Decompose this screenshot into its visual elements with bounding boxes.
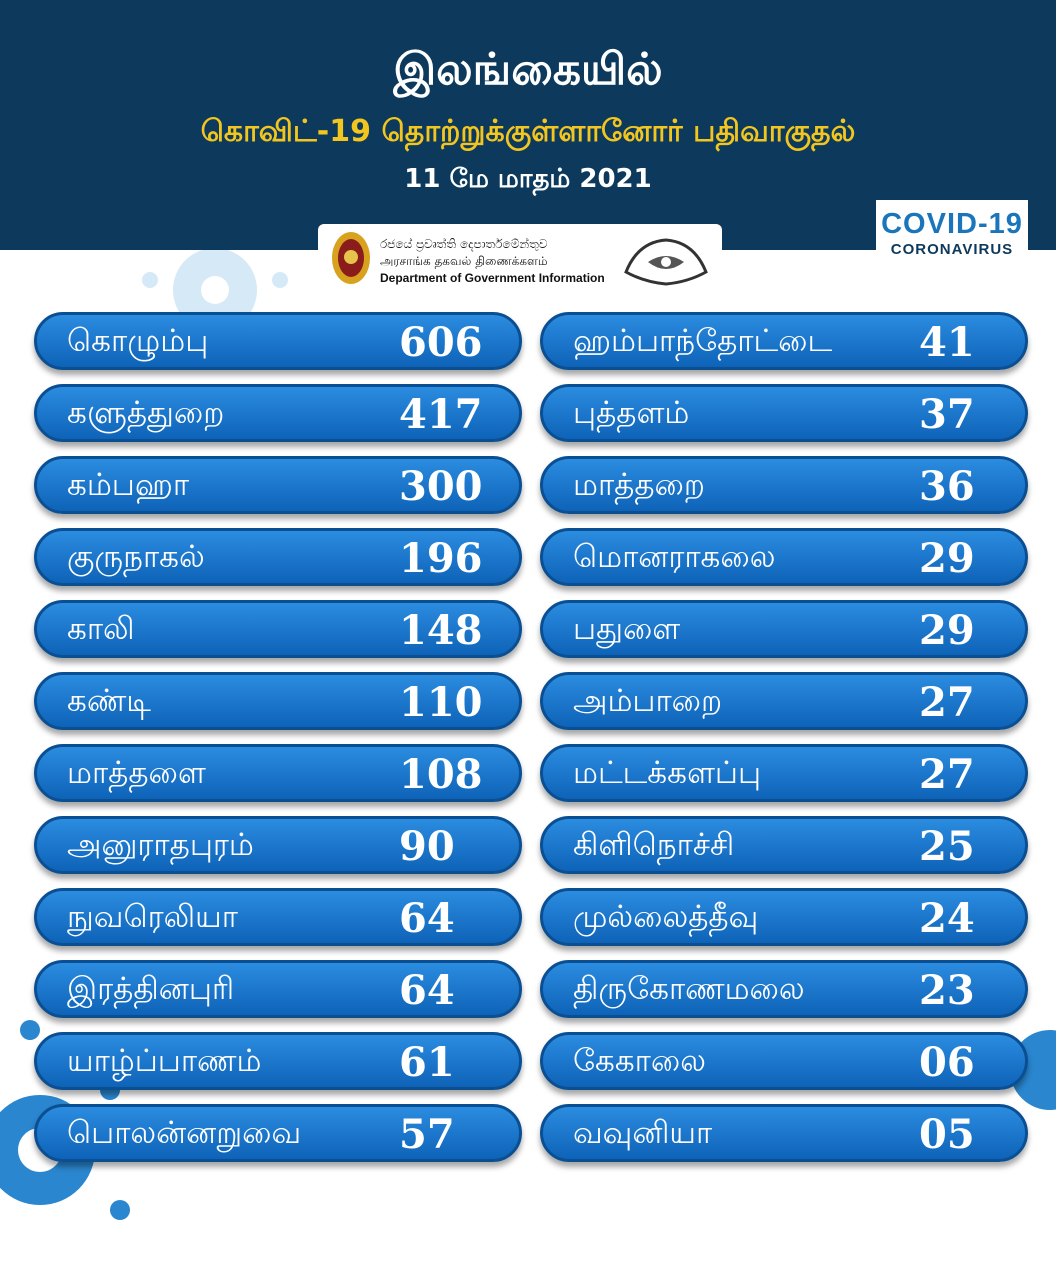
district-row [34, 888, 522, 946]
covid-badge [876, 200, 1028, 276]
district-row [34, 744, 522, 802]
department-name [380, 236, 605, 287]
district-name: கண்டி [67, 683, 151, 719]
case-count: 36 [919, 463, 975, 510]
district-name: பதுளை [573, 611, 681, 647]
district-row [540, 672, 1028, 730]
case-count: 24 [919, 895, 975, 942]
district-row [540, 1104, 1028, 1162]
district-name: கொழும்பு [67, 323, 209, 359]
district-row [34, 672, 522, 730]
case-count: 29 [919, 607, 975, 654]
district-name: மாத்தறை [573, 467, 705, 503]
district-row [34, 528, 522, 586]
case-count: 05 [919, 1111, 975, 1158]
temple-logo-icon [618, 232, 714, 288]
page-subtitle: கொவிட்-19 தொற்றுக்குள்ளானோர் பதிவாகுதல் [200, 114, 856, 149]
district-name: வவுனியா [573, 1115, 713, 1151]
case-count: 417 [399, 391, 483, 438]
district-name: மொனராகலை [573, 539, 776, 575]
page-title: இலங்கையில் [393, 44, 663, 95]
district-name: கேகாலை [573, 1043, 706, 1079]
district-row [34, 600, 522, 658]
district-row [540, 528, 1028, 586]
district-row [540, 384, 1028, 442]
district-name: இரத்தினபுரி [67, 971, 235, 1007]
district-row [540, 888, 1028, 946]
covid-badge-title: COVID-19 [881, 208, 1023, 240]
district-row [34, 1032, 522, 1090]
department-logo-panel [318, 224, 722, 294]
case-count: 90 [399, 823, 455, 870]
district-name: திருகோணமலை [573, 971, 805, 1007]
district-row [540, 312, 1028, 370]
district-row [34, 816, 522, 874]
district-name: மாத்தளை [67, 755, 206, 791]
district-name: யாழ்ப்பாணம் [67, 1043, 262, 1079]
case-count: 25 [919, 823, 975, 870]
district-name: மட்டக்களப்பு [573, 755, 762, 791]
case-count: 23 [919, 967, 975, 1014]
district-name: குருநாகல் [67, 539, 205, 575]
case-count: 41 [919, 319, 975, 366]
case-count: 110 [399, 679, 483, 726]
district-name: ஹம்பாந்தோட்டை [573, 323, 833, 359]
district-row [34, 384, 522, 442]
district-row [34, 312, 522, 370]
case-count: 64 [399, 967, 455, 1014]
district-row [540, 600, 1028, 658]
case-count: 148 [399, 607, 483, 654]
case-count: 64 [399, 895, 455, 942]
case-count: 27 [919, 679, 975, 726]
case-count: 37 [919, 391, 975, 438]
district-name: கம்பஹா [67, 467, 190, 503]
district-row [540, 960, 1028, 1018]
district-row [34, 960, 522, 1018]
covid-badge-subtitle: CORONAVIRUS [890, 241, 1014, 258]
case-count: 29 [919, 535, 975, 582]
district-name: கிளிநொச்சி [573, 827, 735, 863]
district-name: காலி [67, 611, 135, 647]
case-count: 06 [919, 1039, 975, 1086]
report-date: 11 மே மாதம் 2021 [404, 164, 652, 194]
department-name-sinhala: රජයේ ප්‍රවෘත්ති දෙපාර්තමේන්තුව [380, 237, 548, 251]
case-count: 108 [399, 751, 483, 798]
case-count: 606 [399, 319, 483, 366]
district-name: முல்லைத்தீவு [573, 899, 759, 935]
case-count: 196 [399, 535, 483, 582]
district-name: களுத்துறை [67, 395, 225, 431]
district-row [540, 456, 1028, 514]
district-name: பொலன்னறுவை [67, 1115, 302, 1151]
case-count: 61 [399, 1039, 455, 1086]
district-name: அனுராதபுரம் [67, 827, 254, 863]
district-row [34, 1104, 522, 1162]
district-name: புத்தளம் [573, 395, 690, 431]
district-row [34, 456, 522, 514]
case-count: 300 [399, 463, 483, 510]
district-name: நுவரெலியா [67, 899, 238, 935]
case-count: 27 [919, 751, 975, 798]
district-row [540, 1032, 1028, 1090]
district-row [540, 816, 1028, 874]
department-name-tamil: அரசாங்க தகவல் திணைக்களம் [380, 254, 548, 268]
department-name-english: Department of Government Information [380, 271, 605, 285]
case-count: 57 [399, 1111, 455, 1158]
district-row [540, 744, 1028, 802]
emblem-icon [330, 230, 372, 288]
district-name: அம்பாறை [573, 683, 723, 719]
